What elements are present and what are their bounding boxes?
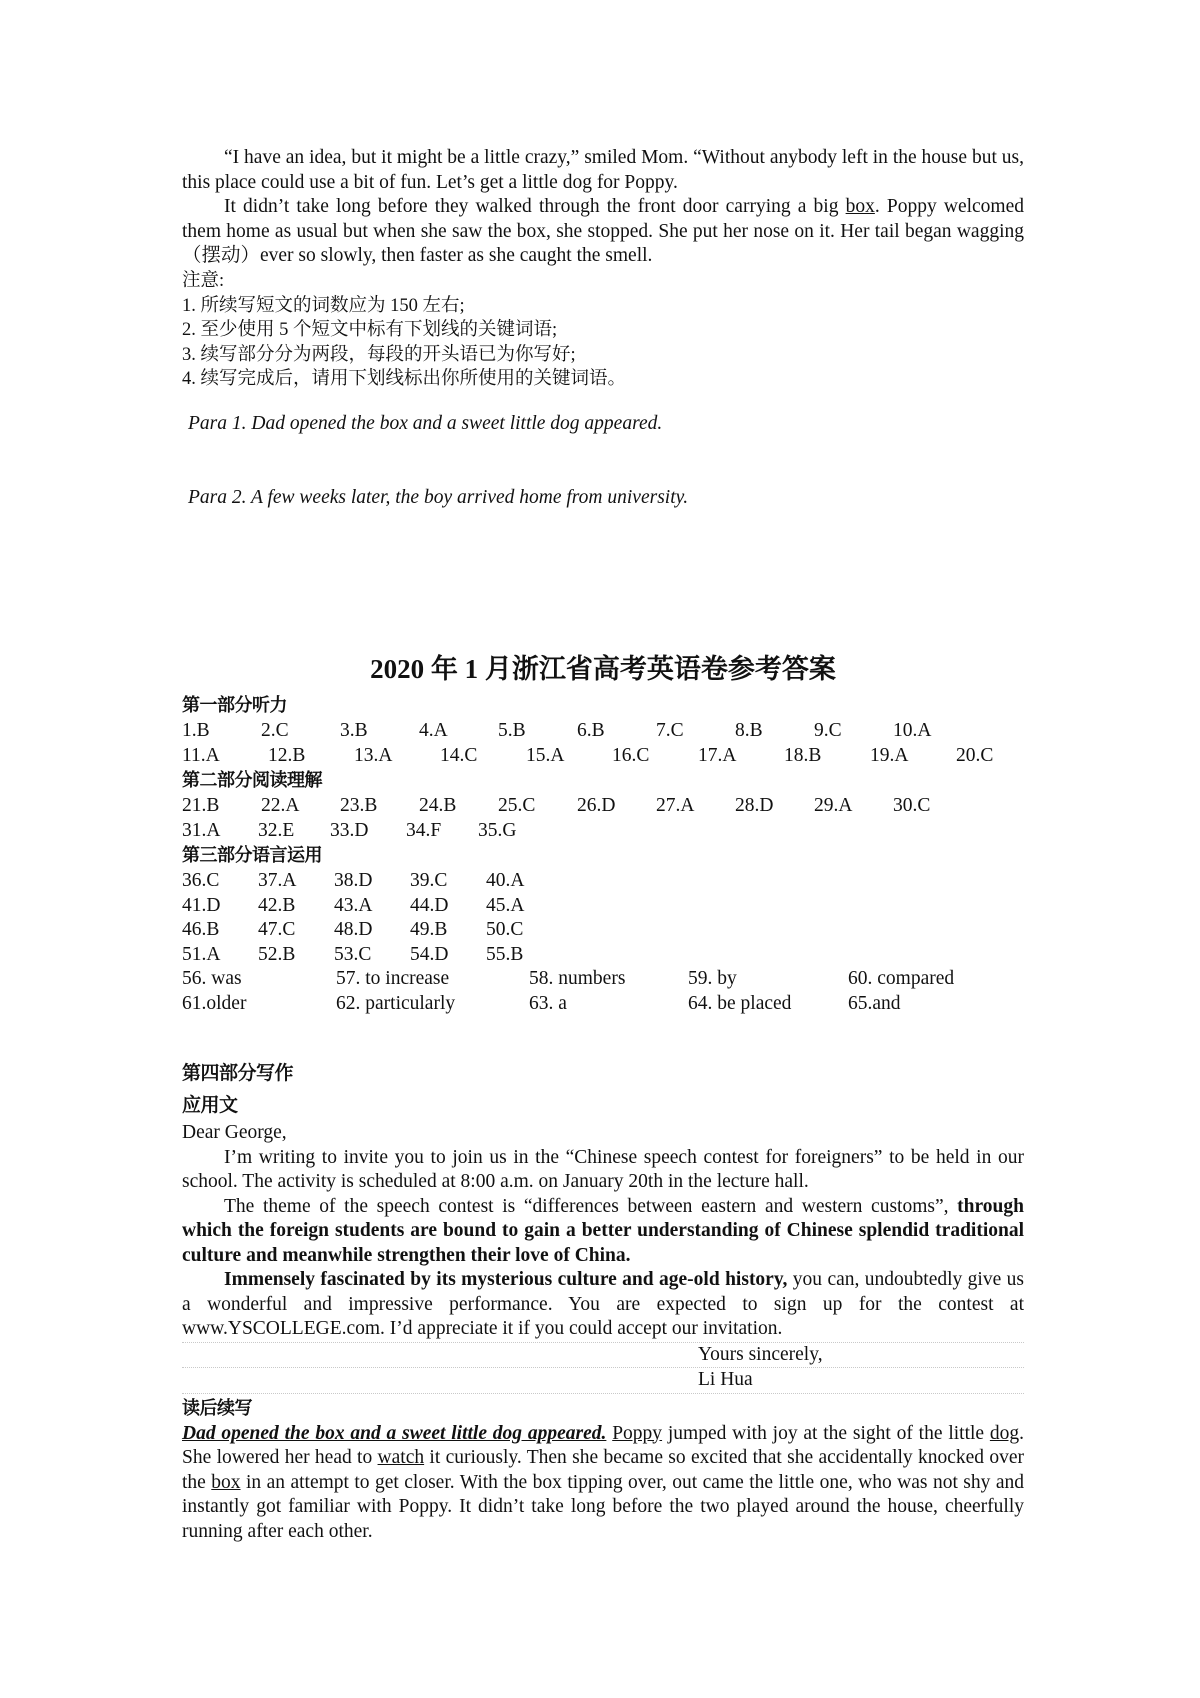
answer-cell: 32.E — [258, 819, 295, 841]
answer-cell: 56. was — [182, 968, 242, 989]
notes-section — [182, 269, 1024, 392]
note-item: 1. 所续写短文的词数应为 150 左右; — [182, 295, 465, 316]
keyword-poppy: Poppy — [612, 1422, 663, 1444]
answer-cell: 38.D — [334, 870, 373, 891]
answer-cell: 54.D — [410, 943, 449, 965]
answer-key-section — [182, 693, 1024, 1016]
answer-cell: 40.A — [486, 870, 525, 891]
answer-cell: 15.A — [526, 744, 565, 766]
answer-cell: 23.B — [340, 795, 378, 816]
answer-cell: 46.B — [182, 919, 220, 940]
answer-cell: 26.D — [577, 795, 616, 816]
answer-cell: 53.C — [334, 943, 372, 965]
answer-cell: 55.B — [486, 943, 524, 965]
answer-cell: 36.C — [182, 870, 220, 891]
notes-heading: 注意: — [182, 271, 225, 291]
answer-cell: 20.C — [956, 744, 994, 766]
answer-cell: 28.D — [735, 795, 774, 816]
answer-cell: 7.C — [656, 720, 684, 741]
letter-paragraph-1: I’m writing to invite you to join us in the “Chinese speech contest for foreigners” to be held in our school. The activity is scheduled at 8:00 a.m. on January 20th in the lecture hall. — [182, 1146, 1024, 1192]
answer-cell: 42.B — [258, 894, 296, 916]
part3-heading: 第三部分语言运用 — [182, 845, 322, 866]
answer-cell: 41.D — [182, 894, 221, 916]
part1-heading: 第一部分听力 — [182, 695, 287, 716]
answer-cell: 30.C — [893, 795, 931, 816]
answer-cell: 4.A — [419, 720, 448, 741]
answer-cell: 37.A — [258, 870, 297, 891]
answer-cell: 39.C — [410, 870, 448, 891]
keyword-box: box — [211, 1471, 241, 1493]
note-item: 3. 续写部分分为两段，每段的开头语已为你写好; — [182, 344, 576, 365]
answer-cell: 14.C — [440, 744, 478, 766]
answer-cell: 43.A — [334, 894, 373, 916]
answer-cell: 9.C — [814, 720, 842, 741]
continuation-text: . She lowered her head to — [182, 1422, 1024, 1468]
answer-cell: 59. by — [688, 968, 737, 989]
answer-row — [182, 719, 1024, 744]
answer-row — [182, 992, 1024, 1017]
prompt-para-1: Para 1. Dad opened the box and a sweet little dog appeared. — [188, 413, 663, 434]
answer-cell: 11.A — [182, 744, 220, 766]
answer-cell: 18.B — [784, 744, 822, 766]
continuation-heading: 读后续写 — [182, 1397, 252, 1419]
answer-cell: 65.and — [848, 992, 901, 1014]
answer-cell: 12.B — [268, 744, 306, 766]
answer-cell: 19.A — [870, 744, 909, 766]
continuation-text: in an attempt to get closer. With the box tipping over, out came the little one, who was not shy and instantly got familiar with Poppy. It didn’t take long before the two played around the house, cheerfully running after each other. — [182, 1471, 1025, 1542]
note-item: 4. 续写完成后，请用下划线标出你所使用的关键词语。 — [182, 369, 627, 389]
letter-signature: Li Hua — [182, 1368, 1024, 1394]
answer-cell: 13.A — [354, 744, 393, 766]
story-paragraph-2 — [182, 195, 1024, 269]
story-text: It didn’t take long before they walked through the front door carrying a big — [224, 196, 846, 217]
answer-key-title: 2020 年 1 月浙江省高考英语卷参考答案 — [370, 654, 836, 684]
answer-cell: 24.B — [419, 795, 457, 816]
answer-cell: 49.B — [410, 919, 448, 940]
prompt-para-2: Para 2. A few weeks later, the boy arrived home from university. — [188, 487, 689, 508]
answer-cell: 61.older — [182, 992, 247, 1014]
letter-greeting: Dear George, — [182, 1122, 287, 1143]
answer-cell: 48.D — [334, 919, 373, 940]
answer-cell: 58. numbers — [529, 968, 626, 989]
answer-cell: 6.B — [577, 720, 605, 741]
answer-cell: 1.B — [182, 720, 210, 741]
letter-highlight: Immensely fascinated by its mysterious culture and age-old history, — [224, 1269, 788, 1290]
answer-cell: 3.B — [340, 720, 368, 741]
answer-cell: 10.A — [893, 720, 932, 741]
answer-cell: 64. be placed — [688, 992, 792, 1014]
continuation-lead: Dad opened the box and a sweet little dog appeared. — [182, 1422, 607, 1444]
answer-cell: 57. to increase — [336, 968, 450, 989]
answer-cell: 63. a — [529, 992, 567, 1014]
answer-row — [182, 918, 1024, 943]
answer-row — [182, 869, 1024, 894]
story-paragraph-1: “I have an idea, but it might be a little crazy,” smiled Mom. “Without anybody left in the house but us, this place could use a bit of fun. Let’s get a little dog for Poppy. — [182, 147, 1024, 193]
story-section — [182, 146, 1024, 269]
letter-paragraph-3 — [182, 1268, 1024, 1343]
answer-row — [182, 744, 1024, 769]
answer-cell: 8.B — [735, 720, 763, 741]
answer-cell: 29.A — [814, 795, 853, 816]
answer-row — [182, 967, 1024, 992]
letter-text: you can, undoubtedly give us a wonderful and impressive performance. You are expected to sign up for the contest at www.YSCOLLEGE.com. I’d appreciate it if you could accept our invitation. — [182, 1269, 1024, 1339]
answer-cell: 60. compared — [848, 968, 955, 989]
answer-cell: 47.C — [258, 919, 296, 940]
answer-cell: 16.C — [612, 744, 650, 766]
answer-cell: 51.A — [182, 943, 221, 965]
note-item: 2. 至少使用 5 个短文中标有下划线的关键词语; — [182, 320, 558, 340]
applied-writing-heading: 应用文 — [182, 1094, 238, 1116]
answer-cell: 44.D — [410, 894, 449, 916]
answer-cell: 27.A — [656, 795, 695, 816]
answer-cell: 25.C — [498, 795, 536, 816]
answer-cell: 50.C — [486, 919, 524, 940]
continuation-text: it curiously. Then she became so excited that she accidentally knocked over the — [182, 1447, 1024, 1493]
answer-cell: 5.B — [498, 720, 526, 741]
answer-row — [182, 794, 1024, 819]
continuation-paragraph — [182, 1422, 1024, 1545]
keyword-watch: watch — [377, 1447, 425, 1468]
answer-cell: 33.D — [330, 819, 369, 841]
answer-cell: 62. particularly — [336, 992, 456, 1014]
letter-highlight: through which the foreign students are bound to gain a better understanding of Chinese splendid traditional culture and meanwhile strengthen their love of China. — [182, 1195, 1024, 1266]
letter-closing: Yours sincerely, — [182, 1343, 1024, 1369]
answer-cell: 2.C — [261, 720, 289, 741]
answer-cell: 35.G — [478, 819, 517, 841]
keyword-box: box — [845, 196, 875, 217]
part2-heading: 第二部分阅读理解 — [182, 770, 322, 791]
answer-cell: 21.B — [182, 795, 220, 816]
continuation-text: jumped with joy at the sight of the little — [662, 1422, 990, 1444]
keyword-dog: dog — [989, 1422, 1020, 1444]
answer-row — [182, 943, 1024, 968]
part4-heading: 第四部分写作 — [182, 1062, 294, 1084]
story-text: . Poppy welcomed them home as usual but when she saw the box, she stopped. She put her nose on it. Her tail began wagging（摆动）ever so slowly, then faster as she caught the smell. — [182, 196, 1024, 266]
letter-paragraph-2 — [182, 1195, 1024, 1269]
answer-cell: 52.B — [258, 943, 296, 965]
answer-cell: 45.A — [486, 894, 525, 916]
letter-text: The theme of the speech contest is “differences between eastern and western customs”, — [224, 1195, 958, 1217]
answer-row — [182, 819, 1024, 844]
answer-cell: 17.A — [698, 744, 737, 766]
writing-section — [182, 1057, 1024, 1544]
answer-cell: 34.F — [406, 819, 442, 841]
answer-cell: 31.A — [182, 819, 221, 841]
answer-row — [182, 894, 1024, 919]
answer-cell: 22.A — [261, 795, 300, 816]
